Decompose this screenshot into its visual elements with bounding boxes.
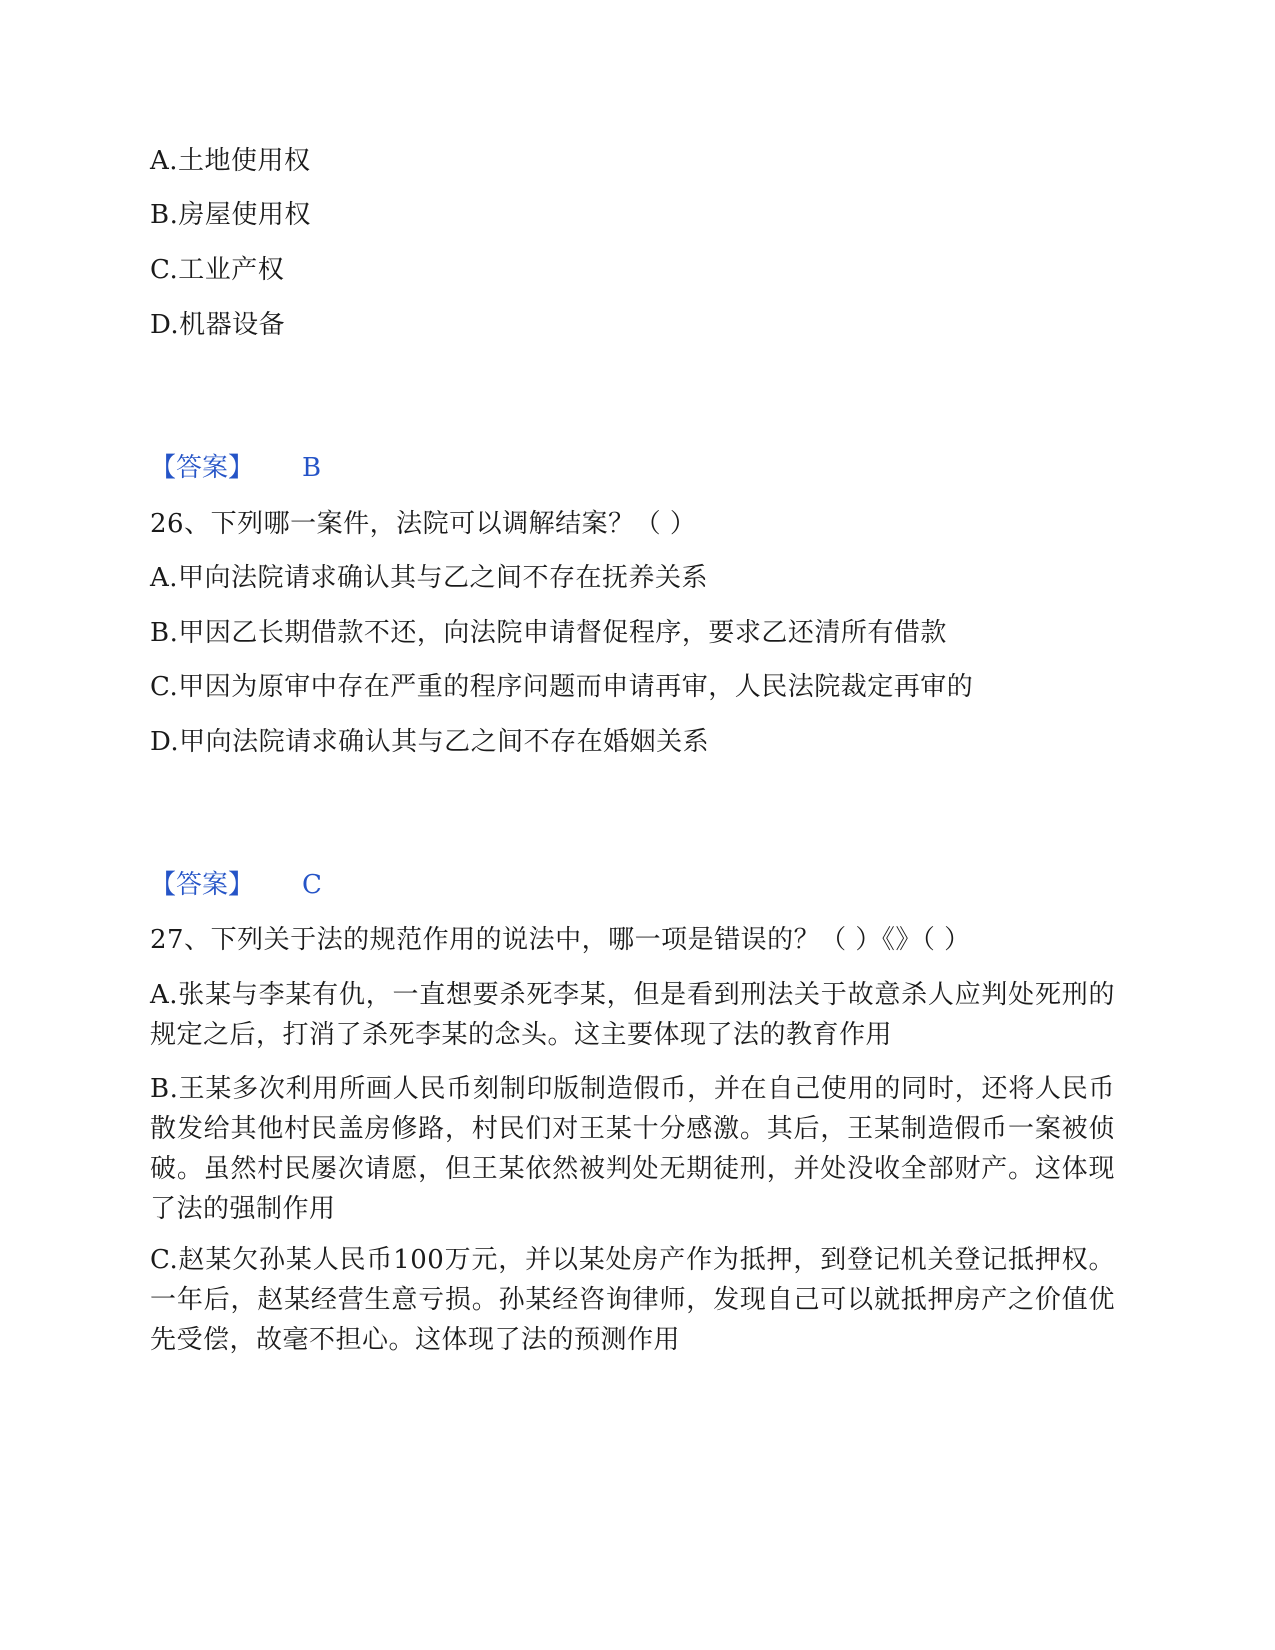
q27-question: 27、下列关于法的规范作用的说法中，哪一项是错误的？（ ）《》（ ） [150,925,971,955]
q25-option-d: D.机器设备 [150,310,286,340]
answer-value: B [302,453,322,483]
q27-option-b: B.王某多次利用所画人民币刻制印版制造假币，并在自己使用的同时，还将人民币散发给其他村民盖房修路，村民们对王某十分感激。其后，王某制造假币一案被侦破。虽然村民屡次请愿，但王某依然被判处无期徒刑，并处没收全部财产。这体现了法的强制作用 [150,1074,1115,1224]
q27-option-c: C.赵某欠孙某人民币100万元，并以某处房产作为抵押，到登记机关登记抵押权。一年后，赵某经营生意亏损。孙某经咨询律师，发现自己可以就抵押房产之价值优先受偿，故毫不担心。这体现了法的预测作用 [150,1245,1115,1355]
q27-option-a: A.张某与李某有仇，一直想要杀死李某，但是看到刑法关于故意杀人应判处死刑的规定之后，打消了杀死李某的念头。这主要体现了法的教育作用 [150,980,1115,1050]
q25-answer [150,453,321,483]
answer-tag: 【答案】 [150,870,255,900]
q26-option-c: C.甲因为原审中存在严重的程序问题而申请再审，人民法院裁定再审的 [150,672,974,702]
q26-option-b: B.甲因乙长期借款不还，向法院申请督促程序，要求乙还清所有借款 [150,618,947,648]
q25-option-a: A.土地使用权 [150,146,311,176]
q25-option-c: C.工业产权 [150,255,285,285]
q26-answer [150,870,322,900]
q26-option-d: D.甲向法院请求确认其与乙之间不存在婚姻关系 [150,727,710,757]
answer-tag: 【答案】 [150,453,255,483]
q26-option-a: A.甲向法院请求确认其与乙之间不存在抚养关系 [150,563,709,593]
answer-value: C [302,870,322,900]
q25-option-b: B.房屋使用权 [150,200,311,230]
q26-question: 26、下列哪一案件，法院可以调解结案？（ ） [150,509,697,539]
